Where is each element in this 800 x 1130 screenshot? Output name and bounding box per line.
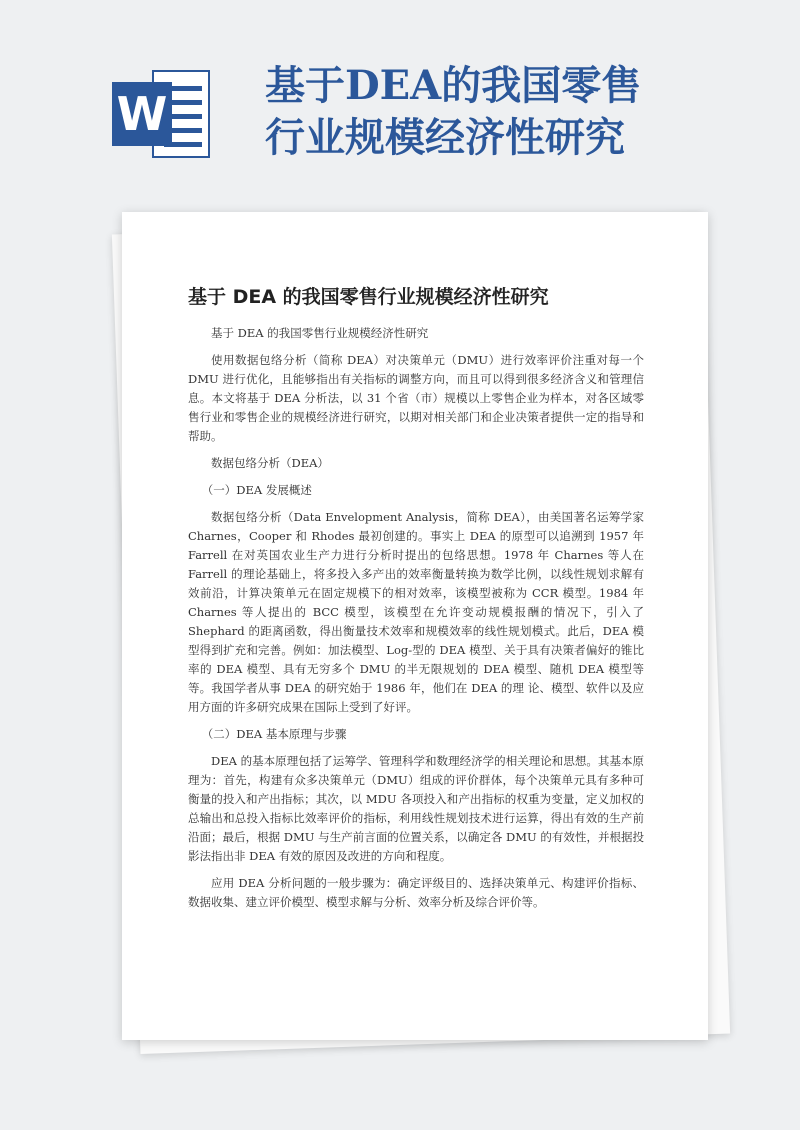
word-document-icon [112,70,212,158]
paragraph: 数据包络分析（Data Envelopment Analysis，简称 DEA），由美国著名运筹学家 Charnes，Cooper 和 Rhodes 最初创建的。事实上 DEA 的原型可以追溯到 1957 年 Farrell 在对英国农业生产力进行分析时提出的包络思想。1978 年 Charnes 等人在 Farrell 的理论基础上，将多投入多产出的效率衡量转换为数学比例，以线性规划求解有效前沿，计算决策单元在固定规模下的相对效率，该模型被称为 CCR 模型。1984 年 Charnes 等人提出的 BCC 模型，该模型在允许变动规模报酬的情况下，引入了 Shephard 的距离函数，得出衡量技术效率和规模效率的线性规划模式。此后，DEA 模型得到扩充和完善。例如：加法模型、Log-型的 DEA 模型、关于具有决策者偏好的锥比率的 DEA 模型、具有无穷多个 DMU 的半无限规划的 DEA 模型、随机 DEA 模型等等。我国学者从事 DEA 的研究始于 1986 年，他们在 DEA 的理 论、模型、软件以及应用方面的许多研究成果在国际上受到了好评。 [188,510,644,714]
document-title: 基于 DEA 的我国零售行业规模经济性研究 [188,286,549,308]
document-body [188,324,644,920]
paragraph: 使用数据包络分析（简称 DEA）对决策单元（DMU）进行效率评价注重对每一个 DMU 进行优化，且能够指出有关指标的调整方向，而且可以得到很多经济含义和管理信息。本文将基于 DEA 分析法，以 31 个省（市）规模以上零售企业为样本，对各区域零售行业和零售企业的规模经济进行研究，以期对相关部门和企业决策者提供一定的指导和帮助。 [188,353,644,443]
subsection-heading: （二）DEA 基本原理与步骤 [201,727,347,741]
document-page [122,212,708,1040]
section-heading: 数据包络分析（DEA） [211,456,329,470]
paragraph: 基于 DEA 的我国零售行业规模经济性研究 [211,326,429,340]
paragraph: DEA 的基本原理包括了运筹学、管理科学和数理经济学的相关理论和思想。其基本原理为：首先，构建有众多决策单元（DMU）组成的评价群体，每个决策单元具有多种可衡量的投入和产出指标；其次，以 MDU 各项投入和产出指标的权重为变量，定义加权的总输出和总投入指标比效率评价的指标，利用线性规划技术进行运算，得出有效的生产前沿面；最后，根据 DMU 与生产前言面的位置关系，以确定各 DMU 的有效性，并根据投影法指出非 DEA 有效的原因及改进的方向和程度。 [188,754,644,863]
paragraph: 应用 DEA 分析问题的一般步骤为：确定评级目的、选择决策单元、构建评价指标、数据收集、建立评价模型、模型求解与分析、效率分析及综合评价等。 [188,876,644,909]
promo-header [0,0,800,200]
header-title: 基于DEA的我国零售 行业规模经济性研究 [265,62,642,161]
word-badge: W [112,82,172,146]
subsection-heading: （一）DEA 发展概述 [201,483,312,497]
